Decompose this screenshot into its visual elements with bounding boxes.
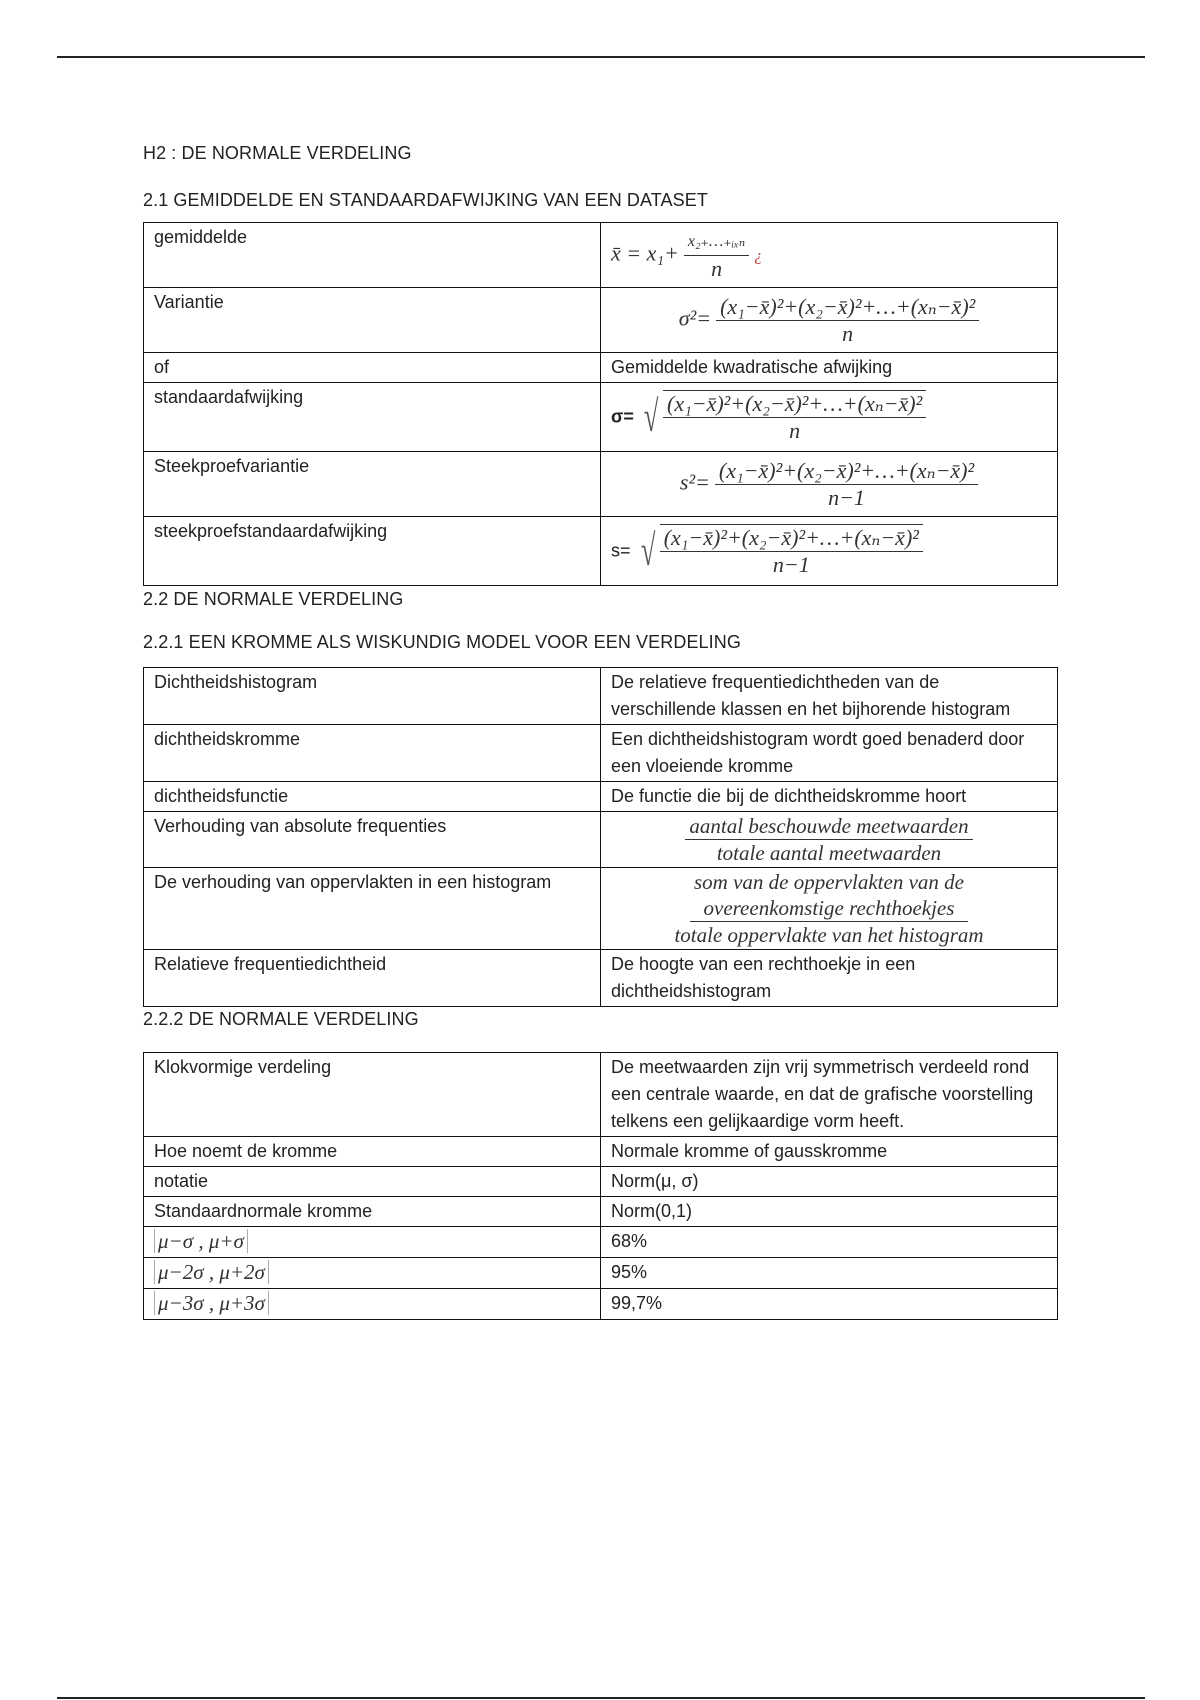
ratio-fraction	[674, 869, 983, 948]
header-rule	[57, 56, 1145, 58]
square-root	[639, 387, 926, 447]
interval-3-sigma: μ−3σ , μ+3σ	[154, 1291, 269, 1315]
fraction-numerator	[690, 869, 968, 922]
label-of: of	[144, 353, 601, 383]
radical-sign-icon: √	[643, 392, 659, 441]
value-1-sigma: 68%	[601, 1227, 1058, 1258]
section-2-2-heading: 2.2 DE NORMALE VERDELING	[143, 589, 404, 609]
interval-2-sigma: μ−2σ , μ+2σ	[154, 1260, 269, 1284]
table-row	[144, 1258, 1058, 1289]
table-row	[144, 517, 1058, 586]
numerator-line-2: overeenkomstige rechthoekjes	[703, 896, 955, 920]
radical-sign-icon: √	[640, 526, 655, 575]
formula-gemiddelde	[601, 223, 1058, 288]
fraction-numerator: (x₁−x̄)²+(x₂−x̄)²+…+(xₙ−x̄)²	[663, 391, 926, 418]
value-notatie: Norm(μ, σ)	[601, 1167, 1058, 1197]
table-row	[144, 1197, 1058, 1227]
table-row	[144, 1137, 1058, 1167]
value-kromme-naam: Normale kromme of gausskromme	[601, 1137, 1058, 1167]
fraction-denominator: n	[842, 320, 854, 346]
interval-cell	[144, 1258, 601, 1289]
section-2-2-1-heading: 2.2.1 EEN KROMME ALS WISKUNDIG MODEL VOOR EEN VERDELING	[143, 632, 741, 652]
label-dichtheidskromme: dichtheidskromme	[144, 725, 601, 782]
value-2-sigma: 95%	[601, 1258, 1058, 1289]
value-klokvormig: De meetwaarden zijn vrij symmetrisch verdeeld rond een centrale waarde, en dat de grafische voorstelling telkens een gelijkaardige vorm heeft.	[601, 1053, 1058, 1137]
label-verhouding-absolute: Verhouding van absolute frequenties	[144, 812, 601, 868]
table-row	[144, 383, 1058, 452]
table-normal	[143, 1052, 1058, 1320]
fraction-numerator: x₂₊…₊ᵢₓₙ	[684, 229, 749, 256]
formula-steekproefvariantie	[601, 452, 1058, 517]
fraction-numerator: aantal beschouwde meetwaarden	[685, 813, 972, 840]
value-relatieve-frequentiedichtheid: De hoogte van een rechthoekje in een dichtheidshistogram	[601, 950, 1058, 1007]
formula-fraction	[715, 458, 978, 511]
formula-fraction	[684, 229, 749, 282]
table-row	[144, 868, 1058, 950]
section-2-2-2-heading: 2.2.2 DE NORMALE VERDELING	[143, 1009, 419, 1029]
table-density	[143, 667, 1058, 1007]
value-3-sigma: 99,7%	[601, 1289, 1058, 1320]
table-row	[144, 288, 1058, 353]
table-row	[144, 1167, 1058, 1197]
document-body	[143, 143, 1058, 1320]
value-dichtheidskromme: Een dichtheidshistogram wordt goed benaderd door een vloeiende kromme	[601, 725, 1058, 782]
table-row	[144, 1227, 1058, 1258]
formula-variantie	[601, 288, 1058, 353]
formula-lhs: s²=	[679, 468, 710, 494]
interval-cell	[144, 1227, 601, 1258]
table-row	[144, 452, 1058, 517]
fraction-numerator: (x₁−x̄)²+(x₂−x̄)²+…+(xₙ−x̄)²	[660, 525, 923, 552]
stray-glyph: ¿	[754, 246, 763, 264]
label-standaardafwijking: standaardafwijking	[144, 383, 601, 452]
interval-cell	[144, 1289, 601, 1320]
value-dichtheidsfunctie: De functie die bij de dichtheidskromme hoort	[601, 782, 1058, 812]
formula-verhouding-absolute	[601, 812, 1058, 868]
ratio-fraction	[685, 813, 972, 866]
value-of: Gemiddelde kwadratische afwijking	[601, 353, 1058, 383]
table-row	[144, 223, 1058, 288]
interval-1-sigma: μ−σ , μ+σ	[154, 1229, 248, 1253]
square-root	[636, 521, 923, 581]
fraction-denominator: n	[789, 418, 801, 443]
label-relatieve-frequentiedichtheid: Relatieve frequentiedichtheid	[144, 950, 601, 1007]
label-standaardnormaal: Standaardnormale kromme	[144, 1197, 601, 1227]
table-row	[144, 950, 1058, 1007]
formula-lhs: σ=	[611, 406, 634, 427]
fraction-numerator: (x₁−x̄)²+(x₂−x̄)²+…+(xₙ−x̄)²	[715, 458, 978, 485]
formula-lhs: s=	[611, 540, 631, 561]
label-steekproefstandaardafwijking: steekproefstandaardafwijking	[144, 517, 601, 586]
page-title: H2 : DE NORMALE VERDELING	[143, 143, 412, 163]
fraction-denominator: totale aantal meetwaarden	[716, 841, 942, 865]
table-row	[144, 1053, 1058, 1137]
table-row	[144, 1289, 1058, 1320]
table-row	[144, 725, 1058, 782]
table-mean-std	[143, 222, 1058, 586]
formula-verhouding-oppervlakten	[601, 868, 1058, 950]
table-row	[144, 812, 1058, 868]
label-dichtheidshistogram: Dichtheidshistogram	[144, 668, 601, 725]
footer-rule	[57, 1697, 1145, 1699]
value-dichtheidshistogram: De relatieve frequentiedichtheden van de verschillende klassen en het bijhorende histogram	[601, 668, 1058, 725]
label-variantie: Variantie	[144, 288, 601, 353]
fraction-denominator: n	[711, 255, 723, 281]
label-verhouding-oppervlakten: De verhouding van oppervlakten in een histogram	[144, 868, 601, 950]
fraction-denominator: totale oppervlakte van het histogram	[674, 923, 984, 947]
formula-lhs: σ²=	[678, 304, 712, 330]
table-row	[144, 668, 1058, 725]
formula-fraction	[716, 294, 979, 347]
section-2-1-heading: 2.1 GEMIDDELDE EN STANDAARDAFWIJKING VAN EEN DATASET	[143, 190, 708, 210]
fraction-denominator: n−1	[772, 552, 810, 577]
value-standaardnormaal: Norm(0,1)	[601, 1197, 1058, 1227]
label-kromme-naam: Hoe noemt de kromme	[144, 1137, 601, 1167]
table-row	[144, 782, 1058, 812]
label-steekproefvariantie: Steekproefvariantie	[144, 452, 601, 517]
fraction-denominator: n−1	[828, 484, 865, 510]
label-notatie: notatie	[144, 1167, 601, 1197]
formula-lhs: x̄ = x₁+	[611, 239, 679, 265]
label-gemiddelde: gemiddelde	[144, 223, 601, 288]
label-klokvormig: Klokvormige verdeling	[144, 1053, 601, 1137]
numerator-line-1: som van de oppervlakten van de	[693, 870, 964, 894]
table-row	[144, 353, 1058, 383]
label-dichtheidsfunctie: dichtheidsfunctie	[144, 782, 601, 812]
formula-steekproefstandaardafwijking	[601, 517, 1058, 586]
fraction-numerator: (x₁−x̄)²+(x₂−x̄)²+…+(xₙ−x̄)²	[716, 294, 979, 321]
formula-standaardafwijking	[601, 383, 1058, 452]
